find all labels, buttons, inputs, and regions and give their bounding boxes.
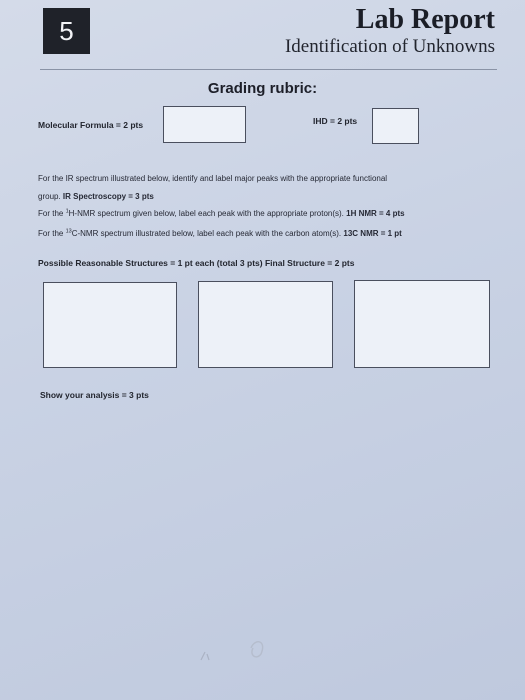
report-title: Lab Report [355, 4, 495, 35]
structure-box-1[interactable] [43, 282, 177, 368]
ir-instruction-line1: For the IR spectrum illustrated below, identify and label major peaks with the appropriate functional [38, 174, 388, 183]
pencil-mark-icon [195, 630, 275, 670]
header-divider [40, 69, 497, 70]
ir-points: IR Spectroscopy = 3 pts [62, 192, 154, 201]
analysis-label: Show your analysis = 3 pts [40, 390, 149, 400]
chapter-number-badge [43, 8, 90, 54]
molecular-formula-answer-box[interactable] [163, 106, 246, 143]
chapter-number: 5 [59, 15, 74, 46]
report-subtitle: Identification of Unknowns [284, 36, 495, 57]
ihd-label: IHD = 2 pts [313, 116, 358, 126]
rubric-heading: Grading rubric: [207, 80, 318, 97]
c-nmr-points: 13C NMR = 1 pt [343, 229, 402, 238]
h-nmr-points: 1H NMR = 4 pts [346, 209, 405, 218]
ihd-answer-box[interactable] [372, 108, 419, 144]
structure-box-2[interactable] [198, 281, 333, 368]
structures-label: Possible Reasonable Structures = 1 pt each (total 3 pts) Final Structure = 2 pts [38, 258, 355, 268]
h-nmr-instruction: For the $^1$H-NMR spectrum given below, label each peak with the appropriate proton(s). 1H NMR = 4 pts [38, 208, 405, 218]
c-nmr-instruction: For the $^{13}$C-NMR spectrum illustrated below, label each peak with the carbon atom(s). 13C NMR = 1 pt [38, 228, 402, 238]
final-structure-box[interactable] [354, 280, 490, 368]
ir-instruction-line2: group. IR Spectroscopy = 3 pts [38, 192, 154, 201]
molecular-formula-label: Molecular Formula = 2 pts [38, 120, 144, 130]
